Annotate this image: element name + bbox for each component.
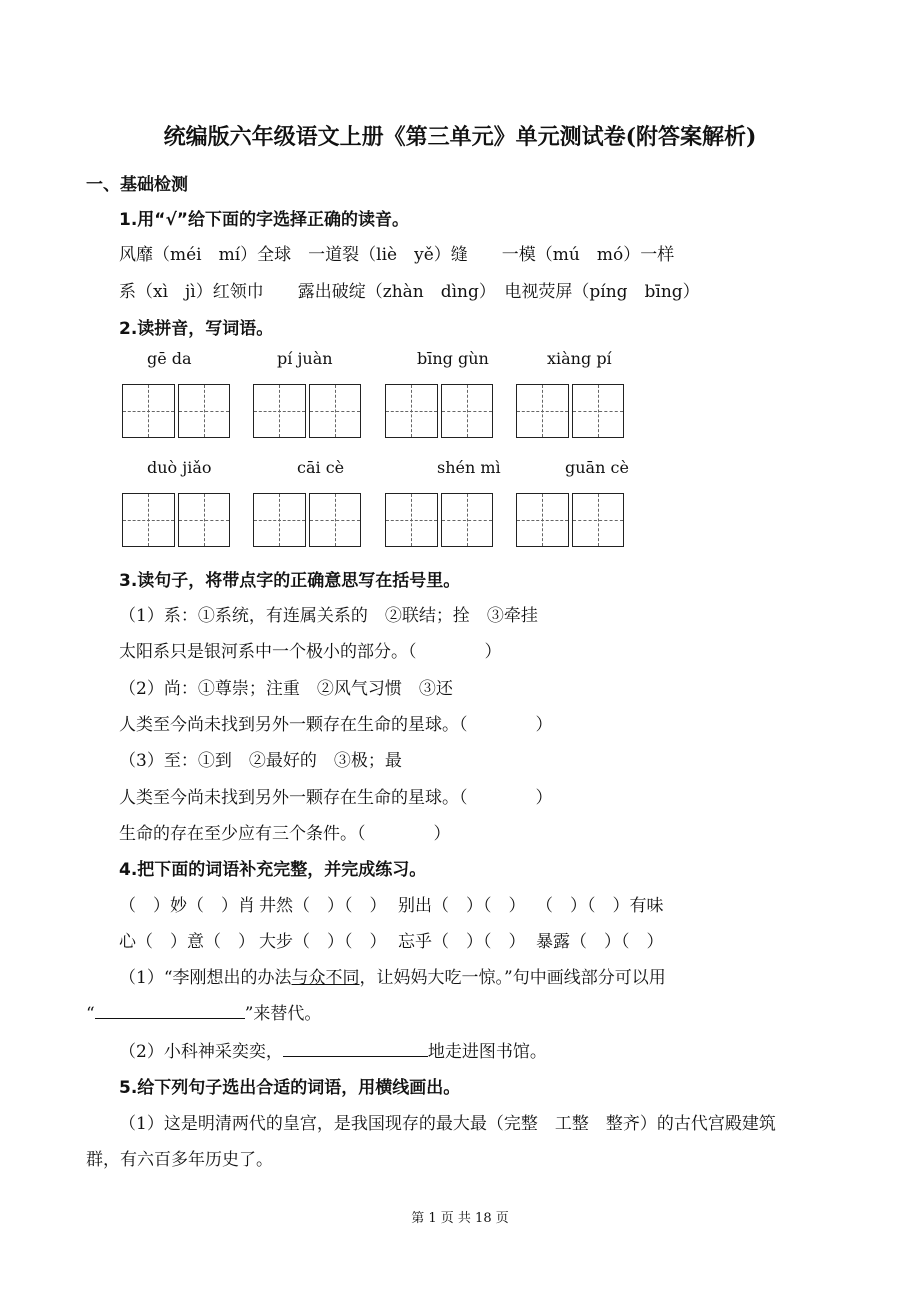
question-3-line: （3）至：①到 ②最好的 ③极；最 <box>119 751 402 771</box>
pinyin-label: pí juàn <box>277 349 333 368</box>
question-1-stem: 1.用“√”给下面的字选择正确的读音。 <box>119 210 409 230</box>
question-5-stem: 5.给下列句子选出合适的词语，用横线画出。 <box>119 1078 461 1098</box>
idiom-blank: 忘乎（ ）（ ） <box>398 932 526 952</box>
pinyin-label: guān cè <box>565 458 629 477</box>
question-3-stem: 3.读句子，将带点字的正确意思写在括号里。 <box>119 571 461 591</box>
idiom-blank: （ ）妙（ ）肖 <box>119 896 255 916</box>
pinyin-label: bīng gùn <box>417 349 489 368</box>
pinyin-label: duò jiǎo <box>147 458 212 477</box>
question-5-line-1: （1）这是明清两代的皇宫，是我国现存的最大最（完整 工整 整齐）的古代宫殿建筑 <box>119 1114 776 1134</box>
question-3-line: 人类至今尚未找到另外一颗存在生命的星球。（ ） <box>119 715 553 735</box>
question-4-sentence-2: （2）小科神采奕奕， 地走进图书馆。 <box>119 1042 547 1062</box>
question-5-line-2: 群，有六百多年历史了。 <box>86 1150 273 1170</box>
pinyin-label: shén mì <box>437 458 501 477</box>
writing-grid[interactable] <box>385 384 493 438</box>
question-1-line-2: 系（xì jì）红领巾 露出破绽（zhàn dìng） 电视荧屏（píng bīng） <box>119 282 700 302</box>
writing-grid[interactable] <box>516 384 624 438</box>
idiom-blank: 心（ ）意（ ） <box>119 932 255 952</box>
section-heading: 一、基础检测 <box>86 175 188 195</box>
pinyin-label: xiàng pí <box>547 349 612 368</box>
idiom-blank: 井然（ ）（ ） <box>259 896 387 916</box>
writing-grid[interactable] <box>516 493 624 547</box>
page-footer: 第 1 页 共 18 页 <box>411 1211 509 1226</box>
writing-grid[interactable] <box>253 493 361 547</box>
writing-grid[interactable] <box>122 384 230 438</box>
question-3-line: 人类至今尚未找到另外一颗存在生命的星球。（ ） <box>119 788 553 808</box>
question-3-line: （1）系：①系统，有连属关系的 ②联结；拴 ③牵挂 <box>119 606 538 626</box>
page-title: 统编版六年级语文上册《第三单元》单元测试卷(附答案解析) <box>163 124 757 150</box>
pinyin-label: cāi cè <box>297 458 345 477</box>
question-4-stem: 4.把下面的词语补充完整，并完成练习。 <box>119 860 427 880</box>
idiom-blank: （ ）（ ）有味 <box>536 896 664 916</box>
underlined-phrase: 与众不同 <box>291 968 360 988</box>
question-3-line: 太阳系只是银河系中一个极小的部分。（ ） <box>119 642 502 662</box>
pinyin-label: gē da <box>147 349 192 368</box>
question-1-line-1: 风靡（méi mí）全球 一道裂（liè yě）缝 一模（mú mó）一样 <box>119 245 675 265</box>
question-3-line: 生命的存在至少应有三个条件。（ ） <box>119 824 451 844</box>
answer-line[interactable] <box>283 1042 428 1057</box>
idiom-blank: 大步（ ）（ ） <box>259 932 387 952</box>
question-4-sentence-1-answer: “ ”来替代。 <box>86 1004 322 1024</box>
idiom-blank: 暴露（ ）（ ） <box>536 932 664 952</box>
writing-grid[interactable] <box>122 493 230 547</box>
writing-grid[interactable] <box>385 493 493 547</box>
question-4-sentence-1: （1）“李刚想出的办法与众不同，让妈妈大吃一惊。”句中画线部分可以用 <box>119 968 666 988</box>
answer-line[interactable] <box>95 1004 245 1019</box>
idiom-blank: 别出（ ）（ ） <box>398 896 526 916</box>
question-2-stem: 2.读拼音，写词语。 <box>119 319 274 339</box>
writing-grid[interactable] <box>253 384 361 438</box>
question-3-line: （2）尚：①尊崇；注重 ②风气习惯 ③还 <box>119 679 453 699</box>
